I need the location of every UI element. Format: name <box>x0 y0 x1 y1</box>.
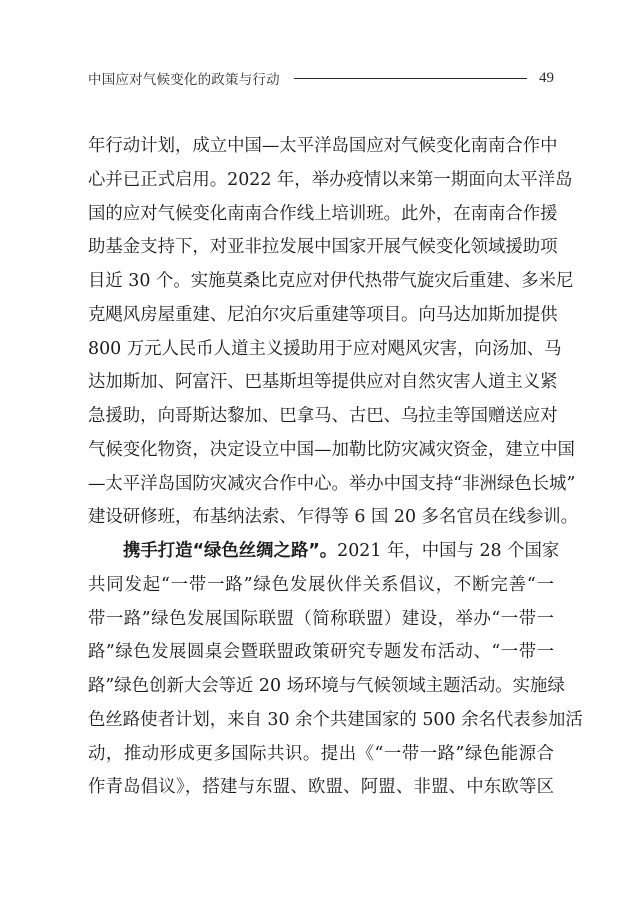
paragraph-line: 色丝路使者计划，来自 30 余个共建国家的 500 余名代表参加活 <box>88 709 583 730</box>
page-number: 49 <box>539 69 554 86</box>
section-lead-heading: 携手打造“绿色丝绸之路”。 <box>123 541 338 561</box>
paragraph-line-rest: 2021 年，中国与 28 个国家 <box>337 541 560 561</box>
paragraph-line: 建设研修班，布基纳法索、乍得等 6 国 20 多名官员在线参训。 <box>88 507 579 528</box>
paragraph-line: 心并已正式启用。2022 年，举办疫情以来第一期面向太平洋岛 <box>88 169 573 190</box>
paragraph-line: 气候变化物资，决定设立中国—加勒比防灾减灾资金，建立中国 <box>88 439 575 460</box>
paragraph-line: 目近 30 个。实施莫桑比克应对伊代热带气旋灾后重建、多米尼 <box>88 271 574 291</box>
paragraph-line: 路”绿色发展圆桌会暨联盟政策研究专题发布活动、“一带一 <box>88 642 554 663</box>
body-text <box>88 130 583 805</box>
paragraph-2 <box>88 535 583 805</box>
paragraph-1 <box>88 130 579 535</box>
paragraph-line: 年行动计划，成立中国—太平洋岛国应对气候变化南南合作中 <box>88 136 558 156</box>
paragraph-line: 急援助，向哥斯达黎加、巴拿马、古巴、乌拉圭等国赠送应对 <box>88 406 558 426</box>
paragraph-first-line <box>88 535 560 569</box>
paragraph-line: 达加斯加、阿富汗、巴基斯坦等提供应对自然灾害人道主义紧 <box>88 372 558 393</box>
paragraph-line: 800 万元人民币人道主义援助用于应对飓风灾害，向汤加、马 <box>88 338 562 359</box>
paragraph-line: 克飓风房屋重建、尼泊尔灾后重建等项目。向马达加斯加提供 <box>88 304 558 325</box>
running-header <box>88 67 554 89</box>
paragraph-line: 路”绿色创新大会等近 20 场环境与气候领域主题活动。实施绿 <box>88 676 565 696</box>
paragraph-line: 共同发起“一带一路”绿色发展伙伴关系倡议，不断完善“一 <box>88 574 554 595</box>
header-title: 中国应对气候变化的政策与行动 <box>88 72 280 88</box>
paragraph-line: 国的应对气候变化南南合作线上培训班。此外，在南南合作援 <box>88 203 558 224</box>
header-rule <box>294 78 527 79</box>
paragraph-line: —太平洋岛国防灾减灾合作中心。举办中国支持“非洲绿色长城” <box>88 473 576 494</box>
paragraph-line: 动，推动形成更多国际共识。提出《“一带一路”绿色能源合 <box>88 743 554 764</box>
paragraph-line: 带一路”绿色发展国际联盟（简称联盟）建设，举办“一带一 <box>88 608 554 629</box>
paragraph-line: 作青岛倡议》，搭建与东盟、欧盟、阿盟、非盟、中东欧等区 <box>88 777 554 798</box>
paragraph-line: 助基金支持下，对亚非拉发展中国家开展气候变化领域援助项 <box>88 237 558 258</box>
